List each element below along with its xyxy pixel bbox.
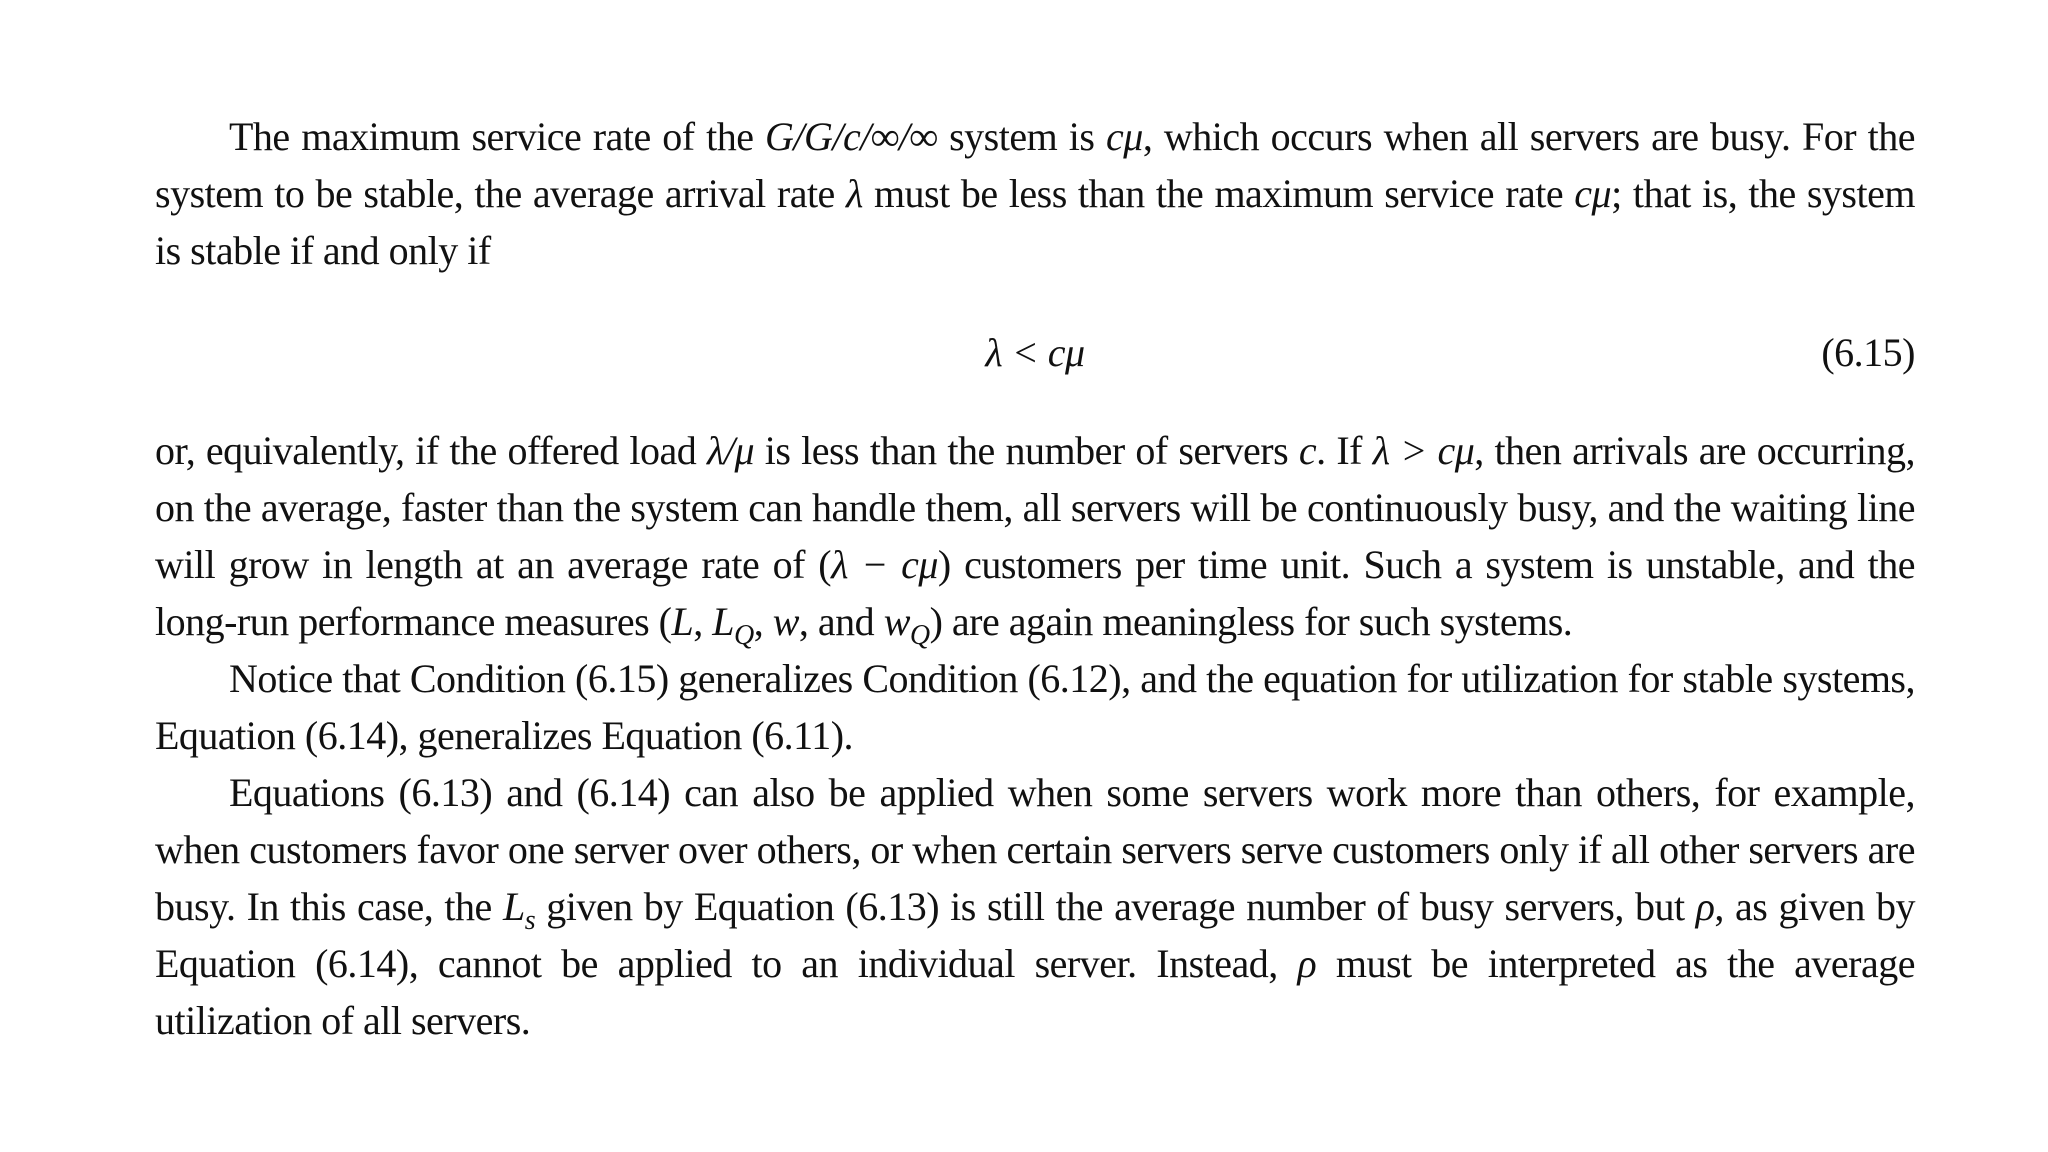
text-segment: , which occurs when all servers are busy. For the system to be stable, the average arrival rate [155, 114, 1915, 216]
paragraph-offered-load [155, 422, 1915, 650]
equation-6-15 [155, 324, 1915, 381]
text-segment: , [693, 599, 713, 644]
text-segment: The maximum service rate of the [229, 114, 766, 159]
math-inline: cμ [1574, 171, 1612, 216]
math-inline: w [772, 599, 799, 644]
math-inline: L [712, 599, 734, 644]
text-segment: Equations (6.13) and (6.14) can also be applied when some servers work more than others, for example, when customers favor one server over others, or when certain servers serve customers only if all other servers are busy. In this case, the [155, 770, 1915, 929]
text-segment: must be less than the maximum service rate [862, 171, 1575, 216]
math-inline: λ/μ [707, 428, 755, 473]
math-inline: w [883, 599, 910, 644]
equation-number: (6.15) [1821, 330, 1915, 375]
text-segment: system is [937, 114, 1106, 159]
text-segment: , as given by Equation (6.14), cannot be applied to an individual server. Instead, [155, 884, 1916, 986]
queue-notation: G/G/c/∞/∞ [765, 114, 938, 159]
math-inline: λ [845, 171, 863, 216]
text-segment: ) are again meaningless for such systems. [929, 599, 1573, 644]
math-subscript: Q [909, 620, 930, 651]
text-segment: , and [798, 599, 884, 644]
text-segment: , [753, 599, 773, 644]
math-inline: L [671, 599, 694, 644]
text-segment: ) customers per time unit. Such a system is unstable, and the long-run performance measures ( [155, 542, 1915, 644]
text-segment: must be interpreted as the average utilization of all servers. [155, 941, 1915, 1043]
text-segment: ; that is, the system is stable if and only if [155, 171, 1915, 273]
equation-expression: λ < cμ [985, 330, 1085, 375]
text-page [155, 108, 1915, 1049]
math-inline: cμ [1105, 114, 1143, 159]
math-subscript: s [524, 905, 536, 936]
text-segment: . If [1316, 428, 1373, 473]
math-inline: L [502, 884, 525, 929]
text-segment: given by Equation (6.13) is still the average number of busy servers, but [535, 884, 1696, 929]
math-inline: ρ [1297, 941, 1317, 986]
math-inline: c [1298, 428, 1317, 473]
math-inline: ρ [1695, 884, 1715, 929]
paragraph-stability-intro [155, 108, 1915, 279]
text-segment: or, equivalently, if the offered load [155, 428, 707, 473]
text-segment: is less than the number of servers [754, 428, 1299, 473]
math-subscript: Q [734, 620, 754, 651]
math-inline: λ − cμ [831, 542, 938, 587]
paragraph-unequal-servers [155, 764, 1915, 1049]
paragraph-generalization: Notice that Condition (6.15) generalizes Condition (6.12), and the equation for utilization for stable systems, Equation (6.14), generalizes Equation (6.11). [155, 656, 1915, 758]
math-inline: λ > cμ [1372, 428, 1475, 473]
text-segment: , then arrivals are occurring, on the average, faster than the system can handle them, all servers will be continuously busy, and the waiting line will grow in length at an average rate of ( [155, 428, 1916, 587]
